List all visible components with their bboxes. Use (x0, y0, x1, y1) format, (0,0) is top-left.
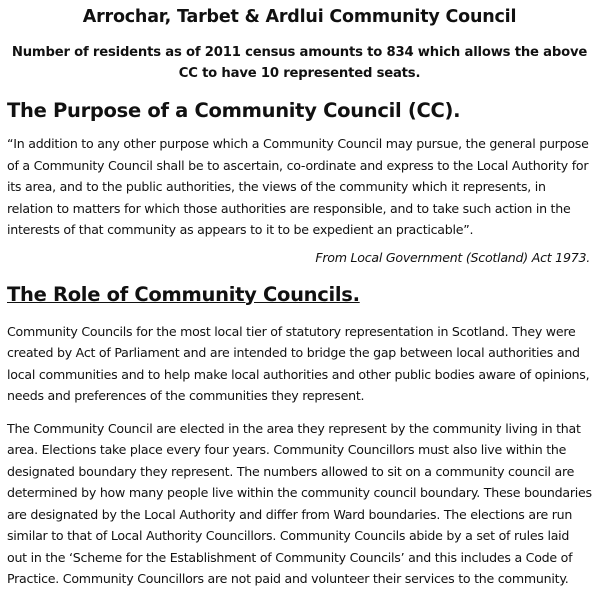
document-title: Arrochar, Tarbet & Ardlui Community Council (82, 7, 517, 27)
residents-summary: Number of residents as of 2011 census amounts to 834 which allows the above CC to have 10 represented seats. (11, 45, 588, 81)
purpose-heading: The Purpose of a Community Council (CC). (7, 99, 461, 122)
purpose-quote: “In addition to any other purpose which a Community Council may pursue, the general purpose of a Community Council shall be to ascertain, co-ordinate and express to the Local Authority for its area, and to the public authorities, the views of the community which it represents, in relation to matters for which those authorities are responsible, and to take such action in the interests of that community as appears to it to be expedient an practicable”. (7, 136, 589, 237)
quote-source: From Local Government (Scotland) Act 1973. (315, 249, 590, 265)
role-paragraph-2: The Community Council are elected in the area they represent by the community living in that area. Elections take place every four years. Community Councillors must also live within the designated boundary they represent. The numbers allowed to sit on a community council are determined by how many people live within the community council boundary. These boundaries are designated by the Local Authority and differ from Ward boundaries. The elections are run similar to that of Local Authority Councillors. Community Councils abide by a set of rules laid out in the ‘Scheme for the Establishment of Community Councils’ and this includes a Code of Practice. Community Councillors are not paid and volunteer their services to the community. (7, 420, 592, 586)
role-heading: The Role of Community Councils. (7, 282, 360, 306)
role-paragraph-1: Community Councils for the most local tier of statutory representation in Scotland. They were created by Act of Parliament and are intended to bridge the gap between local authorities and local communities and to help make local authorities and other public bodies aware of opinions, needs and preferences of the communities they represent. (7, 323, 590, 403)
